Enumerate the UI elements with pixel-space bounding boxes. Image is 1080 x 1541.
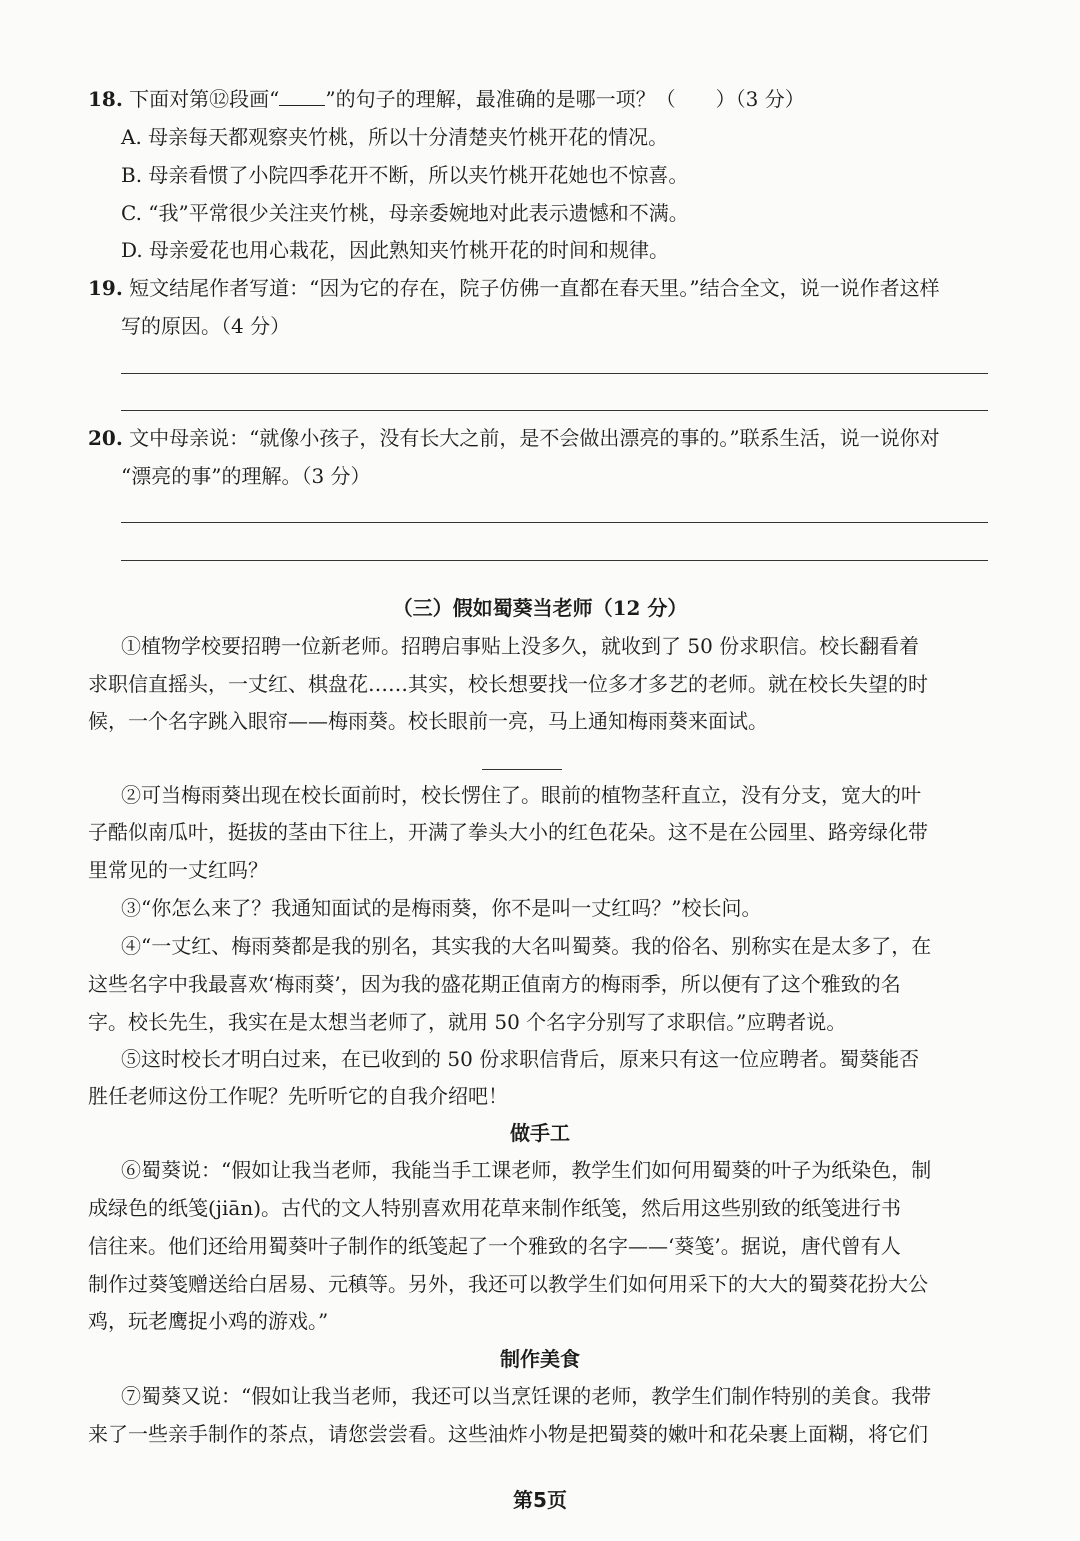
answer-line[interactable] xyxy=(121,410,988,411)
underline-blank xyxy=(279,87,325,106)
paragraph-line: 制作过葵笺赠送给白居易、元稹等。另外，我还可以教学生们如何用采下的大大的蜀葵花扮大公 xyxy=(88,1272,928,1296)
passage-title: （三）假如蜀葵当老师（12 分） xyxy=(392,596,688,620)
paragraph-line: 候，一个名字跳入眼帘——梅雨葵。校长眼前一亮，马上通知梅雨葵来面试。 xyxy=(88,709,768,733)
paragraph-line: ③“你怎么来了？我通知面试的是梅雨葵，你不是叫一丈红吗？”校长问。 xyxy=(121,896,762,920)
option-c: C. “我”平常很少关注夹竹桃，母亲委婉地对此表示遗憾和不满。 xyxy=(121,201,689,225)
paragraph-line: 这些名字中我最喜欢‘梅雨葵’，因为我的盛花期正值南方的梅雨季，所以便有了这个雅致的名 xyxy=(88,972,901,996)
option-d: D. 母亲爱花也用心栽花，因此熟知夹竹桃开花的时间和规律。 xyxy=(121,238,670,262)
paragraph-line: 求职信直摇头，一丈红、棋盘花……其实，校长想要找一位多才多艺的老师。就在校长失望的时 xyxy=(88,672,928,696)
question-20-line1 xyxy=(88,424,940,452)
fill-in-blank[interactable] xyxy=(482,769,562,770)
stem-text-post: ”的句子的理解，最准确的是哪一项？（ xyxy=(325,87,676,111)
answer-line[interactable] xyxy=(121,522,988,523)
page-number: 第5页 xyxy=(513,1488,567,1512)
answer-line[interactable] xyxy=(121,560,988,561)
question-number: 19. xyxy=(88,276,123,300)
subheading: 制作美食 xyxy=(500,1347,580,1371)
question-19-line2: 写的原因。（4 分） xyxy=(121,314,291,338)
paragraph-line: ⑦蜀葵又说：“假如让我当老师，我还可以当烹饪课的老师，教学生们制作特别的美食。我带 xyxy=(121,1384,932,1408)
question-20-line2: “漂亮的事”的理解。（3 分） xyxy=(121,464,371,488)
question-number: 20. xyxy=(88,426,123,450)
paragraph-line: ⑥蜀葵说：“假如让我当老师，我能当手工课老师，教学生们如何用蜀葵的叶子为纸染色，制 xyxy=(121,1158,932,1182)
paragraph-line: 字。校长先生，我实在是太想当老师了，就用 50 个名字分别写了求职信。”应聘者说。 xyxy=(88,1010,847,1034)
paragraph-line: 来了一些亲手制作的茶点，请您尝尝看。这些油炸小物是把蜀葵的嫩叶和花朵裹上面糊，将它们 xyxy=(88,1422,928,1446)
paragraph-line: 子酷似南瓜叶，挺拔的茎由下往上，开满了拳头大小的红色花朵。这不是在公园里、路旁绿化带 xyxy=(88,820,928,844)
question-text: 文中母亲说：“就像小孩子，没有长大之前，是不会做出漂亮的事的。”联系生活，说一说你对 xyxy=(129,426,940,450)
paragraph-line: 胜任老师这份工作呢？先听听它的自我介绍吧！ xyxy=(88,1084,508,1108)
question-text: 短文结尾作者写道：“因为它的存在，院子仿佛一直都在春天里。”结合全文，说一说作者这样 xyxy=(129,276,940,300)
question-19-line1 xyxy=(88,274,940,302)
option-b: B. 母亲看惯了小院四季花开不断，所以夹竹桃开花她也不惊喜。 xyxy=(121,163,689,187)
paragraph-line: 成绿色的纸笺(jiān)。古代的文人特别喜欢用花草来制作纸笺，然后用这些别致的纸笺进行书 xyxy=(88,1196,902,1220)
question-18-stem xyxy=(88,85,805,113)
paragraph-line: ②可当梅雨葵出现在校长面前时，校长愣住了。眼前的植物茎秆直立，没有分支，宽大的叶 xyxy=(121,783,921,807)
subheading: 做手工 xyxy=(510,1121,570,1145)
paragraph-line: ④“一丈红、梅雨葵都是我的别名，其实我的大名叫蜀葵。我的俗名、别称实在是太多了，在 xyxy=(121,934,932,958)
paragraph-line: ⑤这时校长才明白过来，在已收到的 50 份求职信背后，原来只有这一位应聘者。蜀葵能否 xyxy=(121,1047,920,1071)
stem-text-end: ）（3 分） xyxy=(715,87,805,111)
answer-line[interactable] xyxy=(121,373,988,374)
stem-text-pre: 下面对第⑫段画“ xyxy=(129,87,280,111)
paragraph-line: 里常见的一丈红吗？ xyxy=(88,858,268,882)
paragraph-line: 信往来。他们还给用蜀葵叶子制作的纸笺起了一个雅致的名字——‘葵笺’。据说，唐代曾有人 xyxy=(88,1234,901,1258)
option-a: A. 母亲每天都观察夹竹桃，所以十分清楚夹竹桃开花的情况。 xyxy=(121,125,669,149)
question-number: 18. xyxy=(88,87,123,111)
paragraph-line: 鸡，玩老鹰捉小鸡的游戏。” xyxy=(88,1309,329,1333)
paragraph-line: ①植物学校要招聘一位新老师。招聘启事贴上没多久，就收到了 50 份求职信。校长翻看着 xyxy=(121,634,920,658)
